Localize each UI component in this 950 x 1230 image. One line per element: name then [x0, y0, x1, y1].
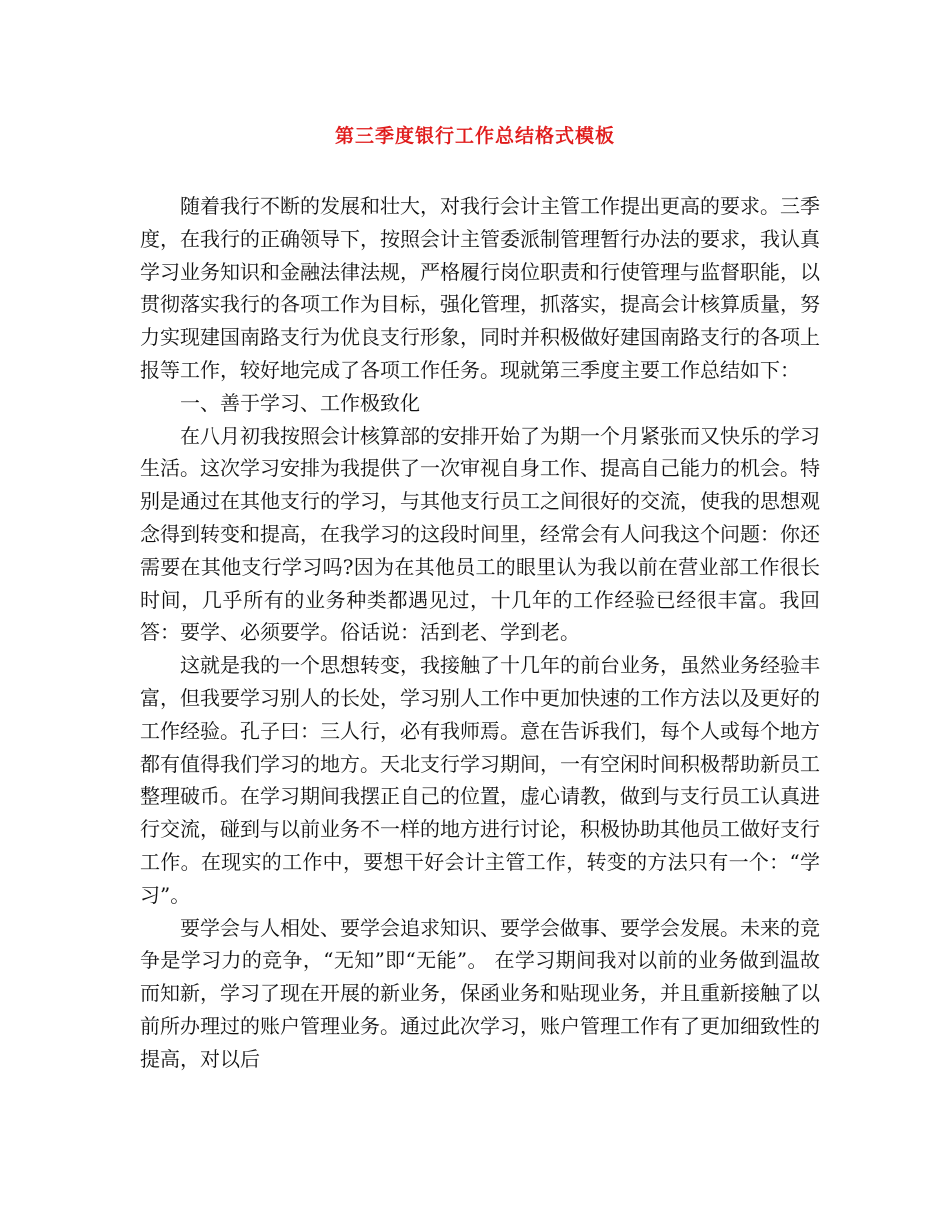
document-body [140, 190, 820, 1076]
paragraph-intro: 随着我行不断的发展和壮大，对我行会计主管工作提出更高的要求。三季度，在我行的正确领导下，按照会计主管委派制管理暂行办法的要求，我认真学习业务知识和金融法律法规，严格履行岗位职责和行使管理与监督职能，以贯彻落实我行的各项工作为目标，强化管理，抓落实，提高会计核算质量，努力实现建国南路支行为优良支行形象，同时并积极做好建国南路支行的各项上报等工作，较好地完成了各项工作任务。现就第三季度主要工作总结如下： [140, 194, 820, 382]
section-heading-1: 一、善于学习、工作极致化 [180, 390, 420, 415]
paragraph-mindset: 这就是我的一个思想转变，我接触了十几年的前台业务，虽然业务经验丰富，但我要学习别人的长处，学习别人工作中更加快速的工作方法以及更好的工作经验。孔子曰：三人行，必有我师焉。意在告诉我们，每个人或每个地方都有值得我们学习的地方。天北支行学习期间，一有空闲时间积极帮助新员工整理破币。在学习期间我摆正自己的位置，虚心请教，做到与支行员工认真进行交流，碰到与以前业务不一样的地方进行讨论，积极协助其他员工做好支行工作。在现实的工作中，要想干好会计主管工作，转变的方法只有一个：“学习”。 [140, 653, 820, 907]
paragraph-study: 在八月初我按照会计核算部的安排开始了为期一个月紧张而又快乐的学习生活。这次学习安排为我提供了一次审视自身工作、提高自己能力的机会。特别是通过在其他支行的学习，与其他支行员工之间很好的交流，使我的思想观念得到转变和提高，在我学习的这段时间里，经常会有人问我这个问题：你还需要在其他支行学习吗?因为在其他员工的眼里认为我以前在营业部工作很长时间，几乎所有的业务种类都遇见过，十几年的工作经验已经很丰富。我回答：要学、必须要学。俗话说：活到老、学到老。 [140, 423, 820, 645]
document-title: 第三季度银行工作总结格式模板 [334, 125, 615, 147]
paragraph-learning: 要学会与人相处、要学会追求知识、要学会做事、要学会发展。未来的竞争是学习力的竞争，“无知”即“无能”。 在学习期间我对以前的业务做到温故而知新，学习了现在开展的新业务，保函业务和贴现业务，并且重新接触了以前所办理过的账户管理业务。通过此次学习，账户管理工作有了更加细致性的提高，对以后 [140, 915, 820, 1071]
